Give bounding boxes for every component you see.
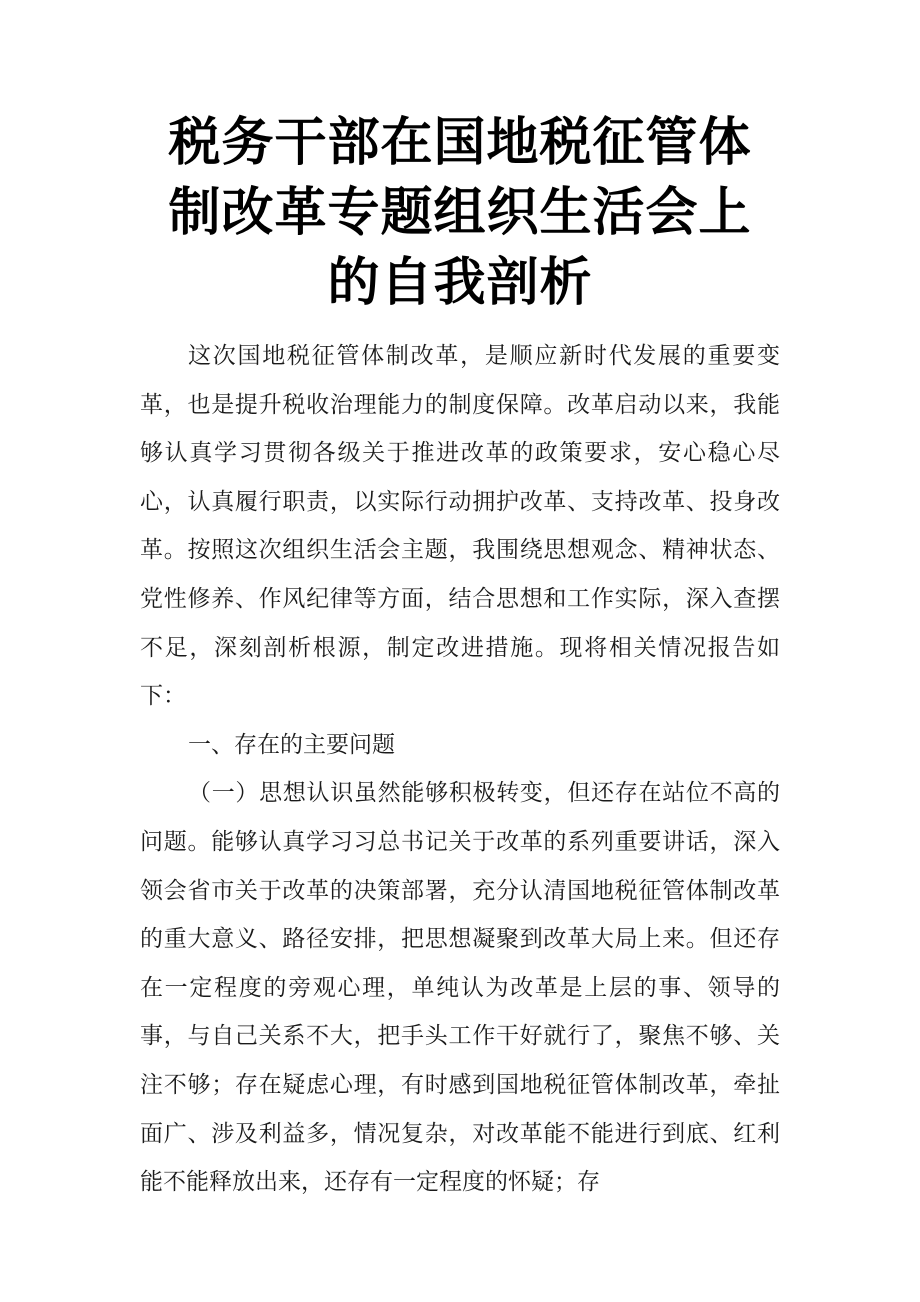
title-line-1: 税务干部在国地税征管体 — [168, 113, 752, 173]
document-title — [140, 108, 780, 318]
subsection-paragraph: （一）思想认识虽然能够积极转变，但还存在站位不高的问题。能够认真学习习总书记关于改革的系列重要讲话，深入领会省市关于改革的决策部署，充分认清国地税征管体制改革的重大意义、路径安排，把思想凝聚到改革大局上来。但还存在一定程度的旁观心理，单纯认为改革是上层的事、领导的事，与自己关系不大，把手头工作干好就行了，聚焦不够、关注不够；存在疑虑心理，有时感到国地税征管体制改革，牵扯面广、涉及利益多，情况复杂，对改革能不能进行到底、红利能不能释放出来，还存有一定程度的怀疑；存 — [140, 780, 780, 1196]
section-heading: 一、存在的主要问题 — [188, 731, 395, 758]
title-line-3: 的自我剖析 — [327, 253, 593, 313]
document-body — [140, 332, 780, 1207]
title-line-2: 制改革专题组织生活会上 — [168, 183, 752, 243]
intro-paragraph: 这次国地税征管体制改革，是顺应新时代发展的重要变革，也是提升税收治理能力的制度保障。改革启动以来，我能够认真学习贯彻各级关于推进改革的政策要求，安心稳心尽心，认真履行职责，以实际行动拥护改革、支持改革、投身改革。按照这次组织生活会主题，我围绕思想观念、精神状态、党性修养、作风纪律等方面，结合思想和工作实际，深入查摆不足，深刻剖析根源，制定改进措施。现将相关情况报告如下： — [140, 343, 780, 710]
